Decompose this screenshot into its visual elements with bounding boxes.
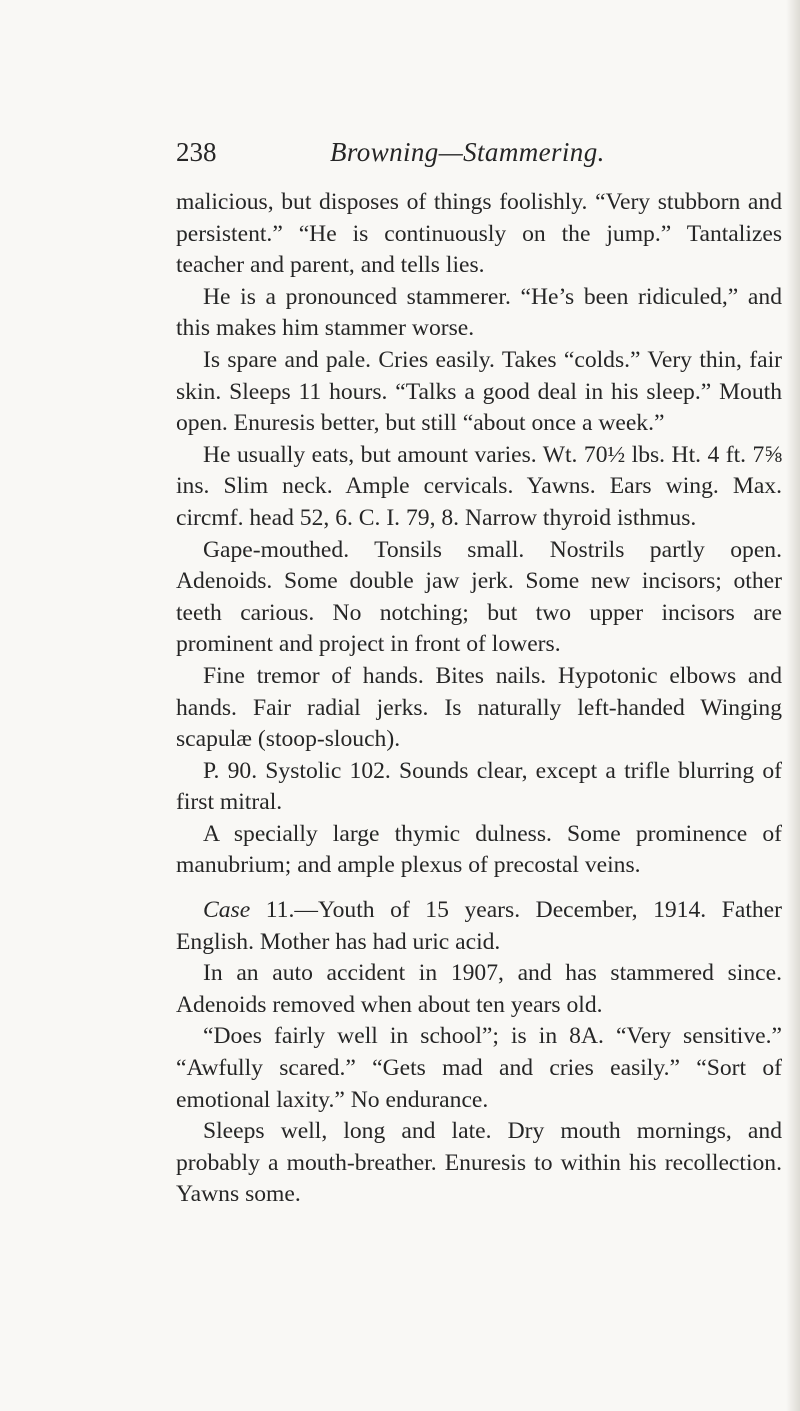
paragraph: malicious, but disposes of things foolishly. “Very stubborn and persistent.” “He is continuously on the jump.” Tantalizes teacher and parent, and tells lies. bbox=[176, 189, 782, 279]
page-number: 238 bbox=[176, 137, 217, 167]
paragraph: A specially large thymic dulness. Some prominence of manubrium; and ample plexus of precostal veins. bbox=[176, 820, 782, 879]
paragraph: Gape-mouthed. Tonsils small. Nostrils partly open. Adenoids. Some double jaw jerk. Some new incisors; other teeth carious. No notching; but two upper incisors are prominent and project in front of lowers. bbox=[176, 536, 782, 658]
case-heading-paragraph bbox=[176, 895, 782, 958]
paragraph: Fine tremor of hands. Bites nails. Hypotonic elbows and hands. Fair radial jerks. Is naturally left-handed Winging scapulæ (stoop-slouch). bbox=[176, 662, 782, 753]
paragraph: He is a pronounced stammerer. “He’s been ridiculed,” and this makes him stammer worse. bbox=[176, 283, 782, 342]
running-header bbox=[176, 134, 736, 170]
page-edge-shadow bbox=[786, 0, 800, 1411]
case-label: Case bbox=[203, 897, 251, 924]
paragraph: Sleeps well, long and late. Dry mouth mornings, and probably a mouth-breather. Enuresis to within his recollection. Yawns some. bbox=[176, 1118, 782, 1208]
paragraph: P. 90. Systolic 102. Sounds clear, except a trifle blurring of first mitral. bbox=[176, 757, 782, 816]
case-intro-text: 11.—Youth of 15 years. December, 1914. Father English. Mother has had uric acid. bbox=[176, 897, 782, 955]
paragraph: He usually eats, but amount varies. Wt. 70½ lbs. Ht. 4 ft. 7⅝ ins. Slim neck. Ample cervicals. Yawns. Ears wing. Max. circmf. head 52, 6. C. I. 79, 8. Narrow thyroid isthmus. bbox=[176, 441, 782, 531]
paragraph: “Does fairly well in school”; is in 8A. “Very sensitive.” “Awfully scared.” “Gets mad and cries easily.” “Sort of emotional laxity.” No endurance. bbox=[176, 1023, 782, 1113]
running-title: Browning—Stammering. bbox=[330, 137, 605, 167]
paragraph: In an auto accident in 1907, and has stammered since. Adenoids removed when about ten years old. bbox=[176, 960, 782, 1018]
body-text bbox=[176, 187, 782, 1211]
paragraph: Is spare and pale. Cries easily. Takes “colds.” Very thin, fair skin. Sleeps 11 hours. “Talks a good deal in his sleep.” Mouth open. Enuresis better, but still “about once a week.” bbox=[176, 346, 782, 437]
